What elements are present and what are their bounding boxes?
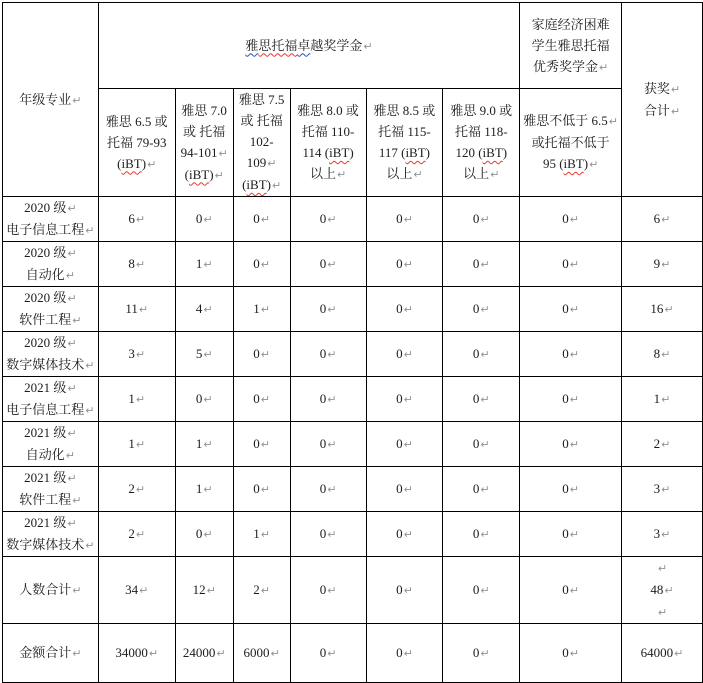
paragraph-mark: ↵: [203, 528, 213, 541]
paragraph-mark: ↵: [135, 258, 146, 271]
paragraph-mark: ↵: [139, 584, 149, 597]
value-cell: 0↵: [290, 242, 366, 287]
value-cell: 0↵: [366, 242, 443, 287]
paragraph-mark: ↵: [67, 517, 77, 530]
value-cell: 1↵: [175, 242, 233, 287]
paragraph-mark: ↵: [569, 483, 579, 496]
paragraph-mark: ↵: [403, 528, 413, 541]
paragraph-mark: ↵: [135, 393, 146, 406]
row-label-cell: 2020 级↵ 自动化↵: [3, 242, 99, 287]
tier-header-2: 雅思 7.0 或 托福 94-101↵ (iBT)↵: [175, 89, 233, 197]
value-cell: 0↵: [520, 467, 622, 512]
value-cell: 1↵: [233, 512, 290, 557]
paragraph-mark: ↵: [67, 427, 77, 440]
value-cell: 0↵: [520, 377, 622, 422]
paragraph-mark: ↵: [403, 438, 413, 451]
value-cell: 6↵: [98, 197, 175, 242]
paragraph-mark: ↵: [85, 359, 95, 372]
row-label-cell: 2021 级↵ 数字媒体技术↵: [3, 512, 99, 557]
paragraph-mark: ↵: [403, 584, 413, 597]
paragraph-mark: ↵: [661, 213, 671, 226]
paragraph-mark: ↵: [661, 438, 671, 451]
value-cell: 1↵: [98, 422, 175, 467]
ibt-token: iBT: [246, 177, 267, 192]
paragraph-mark: ↵: [403, 647, 413, 660]
paragraph-mark: ↵: [260, 258, 270, 271]
paragraph-mark: ↵: [67, 202, 77, 215]
paragraph-mark: ↵: [569, 393, 579, 406]
ibt-token: iBT: [121, 155, 142, 171]
value-cell: 0↵: [443, 557, 520, 624]
paragraph-mark: ↵: [147, 157, 157, 171]
paragraph-mark: ↵: [480, 213, 490, 226]
value-cell: 0↵: [290, 512, 366, 557]
row-total-cell: 64000↵: [622, 624, 703, 683]
paragraph-mark: ↵: [135, 528, 146, 541]
value-cell: 0↵: [443, 467, 520, 512]
paragraph-mark: ↵: [480, 348, 490, 361]
paragraph-mark: ↵: [336, 168, 347, 181]
paragraph-mark: ↵: [490, 168, 500, 181]
value-cell: 0↵: [520, 242, 622, 287]
excellence-title-segment: 越奖学金: [310, 37, 363, 53]
paragraph-mark: ↵: [480, 393, 490, 406]
header-row-1: [3, 3, 703, 89]
paragraph-mark: ↵: [67, 247, 77, 260]
row-label-cell: 2020 级↵ 数字媒体技术↵: [3, 332, 99, 377]
paragraph-mark: ↵: [135, 438, 146, 451]
value-cell: 4↵: [175, 287, 233, 332]
value-cell: 1↵: [175, 467, 233, 512]
value-cell: 0↵: [233, 377, 290, 422]
paragraph-mark: ↵: [327, 438, 337, 451]
ibt-token: iBT: [482, 145, 503, 160]
value-cell: 0↵: [290, 287, 366, 332]
tier-header-5: 雅思 8.5 或 托福 115- 117 (iBT) 以上↵: [366, 89, 443, 197]
paragraph-mark: ↵: [214, 168, 224, 182]
row-total-cell: 9↵: [622, 242, 703, 287]
paragraph-mark: ↵: [403, 483, 413, 496]
header-row-2: [3, 89, 703, 197]
paragraph-mark: ↵: [327, 647, 337, 660]
row-total-cell: 2↵: [622, 422, 703, 467]
paragraph-mark: ↵: [72, 494, 82, 507]
paragraph-mark: ↵: [480, 438, 490, 451]
value-cell: 0↵: [520, 422, 622, 467]
excellence-title-segment: 雅: [245, 37, 259, 53]
paragraph-mark: ↵: [661, 528, 671, 541]
paragraph-mark: ↵: [260, 438, 270, 451]
paragraph-mark: ↵: [327, 528, 337, 541]
value-cell: 0↵: [233, 242, 290, 287]
value-cell: 1↵: [175, 422, 233, 467]
paragraph-mark: ↵: [135, 213, 146, 226]
paragraph-mark: ↵: [403, 348, 413, 361]
paragraph-mark: ↵: [480, 528, 490, 541]
row-label-cell: 2020 级↵ 软件工程↵: [3, 287, 99, 332]
value-cell: 6000↵: [233, 624, 290, 683]
paragraph-mark: ↵: [260, 483, 270, 496]
award-total-header: 获奖↵ 合计↵: [622, 3, 703, 197]
paragraph-mark: ↵: [670, 104, 681, 118]
value-cell: 0↵: [290, 557, 366, 624]
value-cell: 0↵: [443, 242, 520, 287]
paragraph-mark: ↵: [403, 303, 413, 316]
value-cell: 0↵: [443, 422, 520, 467]
paragraph-mark: ↵: [480, 647, 490, 660]
paragraph-mark: ↵: [203, 483, 213, 496]
value-cell: 0↵: [520, 512, 622, 557]
paragraph-mark: ↵: [67, 382, 77, 395]
value-cell: 0↵: [290, 624, 366, 683]
paragraph-mark: ↵: [327, 584, 337, 597]
row-total-cell: 8↵: [622, 332, 703, 377]
paragraph-mark: ↵: [599, 60, 609, 74]
value-cell: 0↵: [443, 287, 520, 332]
paragraph-mark: ↵: [206, 584, 216, 597]
value-cell: 0↵: [366, 512, 443, 557]
paragraph-mark: ↵: [569, 528, 579, 541]
table-row-program-1: [3, 197, 703, 242]
value-cell: 0↵: [520, 287, 622, 332]
paragraph-mark: ↵: [480, 483, 490, 496]
paragraph-mark: ↵: [72, 314, 82, 327]
table-row-program-8: [3, 512, 703, 557]
ibt-token: iBT: [563, 156, 584, 171]
paragraph-mark: ↵: [260, 348, 270, 361]
value-cell: 0↵: [366, 197, 443, 242]
value-cell: 0↵: [290, 197, 366, 242]
paragraph-mark: ↵: [569, 584, 579, 597]
value-cell: 0↵: [520, 557, 622, 624]
row-total-cell: 3↵: [622, 512, 703, 557]
value-cell: 1↵: [98, 377, 175, 422]
paragraph-mark: ↵: [657, 562, 668, 575]
tier-header-3: 雅思 7.5 或 托福 102-109↵ (iBT)↵: [233, 89, 290, 197]
paragraph-mark: ↵: [138, 303, 149, 316]
value-cell: 0↵: [443, 377, 520, 422]
paragraph-mark: ↵: [657, 606, 668, 619]
value-cell: 12↵: [175, 557, 233, 624]
paragraph-mark: ↵: [85, 404, 95, 417]
row-label-cell: 2021 级↵ 软件工程↵: [3, 467, 99, 512]
tier-header-6: 雅思 9.0 或 托福 118- 120 (iBT) 以上↵: [443, 89, 520, 197]
paragraph-mark: ↵: [65, 449, 76, 462]
paragraph-mark: ↵: [569, 258, 579, 271]
value-cell: 0↵: [366, 467, 443, 512]
row-label-cell: 2021 级↵ 自动化↵: [3, 422, 99, 467]
paragraph-mark: ↵: [260, 303, 270, 316]
paragraph-mark: ↵: [327, 213, 337, 226]
row-label-cell: 2021 级↵ 电子信息工程↵: [3, 377, 99, 422]
paragraph-mark: ↵: [327, 483, 337, 496]
paragraph-mark: ↵: [403, 213, 413, 226]
paragraph-mark: ↵: [674, 647, 684, 660]
value-cell: 0↵: [366, 557, 443, 624]
paragraph-mark: ↵: [85, 224, 95, 237]
paragraph-mark: ↵: [267, 157, 277, 170]
paragraph-mark: ↵: [664, 584, 674, 597]
value-cell: 1↵: [233, 287, 290, 332]
paragraph-mark: ↵: [67, 337, 77, 350]
table-row-program-3: [3, 287, 703, 332]
value-cell: 0↵: [443, 624, 520, 683]
table-row-program-7: [3, 467, 703, 512]
table-row-program-4: [3, 332, 703, 377]
paragraph-mark: ↵: [85, 539, 95, 552]
value-cell: 24000↵: [175, 624, 233, 683]
value-cell: 0↵: [443, 197, 520, 242]
value-cell: 0↵: [520, 624, 622, 683]
paragraph-mark: ↵: [203, 348, 213, 361]
paragraph-mark: ↵: [363, 39, 373, 53]
value-cell: 0↵: [366, 624, 443, 683]
row-total-cell: 1↵: [622, 377, 703, 422]
row-total-cell: 6↵: [622, 197, 703, 242]
ibt-token: iBT: [329, 145, 350, 160]
paragraph-mark: ↵: [480, 258, 490, 271]
value-cell: 0↵: [290, 332, 366, 377]
paragraph-mark: ↵: [569, 303, 579, 316]
value-cell: 0↵: [520, 197, 622, 242]
paragraph-mark: ↵: [216, 647, 226, 660]
paragraph-mark: ↵: [569, 213, 579, 226]
value-cell: 0↵: [366, 287, 443, 332]
paragraph-mark: ↵: [480, 303, 490, 316]
value-cell: 2↵: [98, 512, 175, 557]
row-total-cell: 16↵: [622, 287, 703, 332]
row-label-cell: 金额合计↵: [3, 624, 99, 683]
value-cell: 0↵: [366, 332, 443, 377]
value-cell: 0↵: [175, 377, 233, 422]
value-cell: 0↵: [233, 197, 290, 242]
paragraph-mark: ↵: [260, 584, 270, 597]
value-cell: 0↵: [233, 422, 290, 467]
table-row-program-6: [3, 422, 703, 467]
hardship-criteria-header: 雅思不低于 6.5↵ 或托福不低于 95 (iBT)↵: [520, 89, 622, 197]
value-cell: 2↵: [233, 557, 290, 624]
excellence-title-segment: 卓: [297, 37, 311, 53]
paragraph-mark: ↵: [135, 348, 146, 361]
paragraph-mark: ↵: [260, 528, 270, 541]
paragraph-mark: ↵: [661, 258, 671, 271]
value-cell: 0↵: [366, 422, 443, 467]
row-label-cell: 人数合计↵: [3, 557, 99, 624]
paragraph-mark: ↵: [403, 393, 413, 406]
paragraph-mark: ↵: [608, 115, 618, 128]
paragraph-mark: ↵: [272, 179, 282, 192]
paragraph-mark: ↵: [65, 269, 76, 282]
table-row-amount-total: [3, 624, 703, 683]
paragraph-mark: ↵: [670, 82, 681, 96]
paragraph-mark: ↵: [413, 168, 423, 181]
value-cell: 0↵: [233, 467, 290, 512]
table-row-count-total: [3, 557, 703, 624]
paragraph-mark: ↵: [67, 472, 77, 485]
ibt-token: iBT: [405, 145, 426, 160]
paragraph-mark: ↵: [72, 647, 82, 660]
value-cell: 5↵: [175, 332, 233, 377]
value-cell: 0↵: [290, 377, 366, 422]
row-total-cell: ↵ 48↵ ↵: [622, 557, 703, 624]
corner-header-grade-major: 年级专业↵: [3, 3, 99, 197]
tier-header-4: 雅思 8.0 或 托福 110- 114 (iBT) 以上↵: [290, 89, 366, 197]
paragraph-mark: ↵: [661, 483, 671, 496]
paragraph-mark: ↵: [260, 393, 270, 406]
value-cell: 8↵: [98, 242, 175, 287]
value-cell: 34000↵: [98, 624, 175, 683]
paragraph-mark: ↵: [480, 584, 490, 597]
value-cell: 0↵: [233, 332, 290, 377]
paragraph-mark: ↵: [72, 584, 82, 597]
ibt-token: iBT: [188, 166, 210, 182]
paragraph-mark: ↵: [661, 348, 671, 361]
scholarship-table: [2, 2, 703, 683]
value-cell: 11↵: [98, 287, 175, 332]
value-cell: 0↵: [366, 377, 443, 422]
paragraph-mark: ↵: [135, 483, 146, 496]
value-cell: 34↵: [98, 557, 175, 624]
value-cell: 0↵: [520, 332, 622, 377]
paragraph-mark: ↵: [270, 647, 280, 660]
table-row-program-5: [3, 377, 703, 422]
value-cell: 0↵: [175, 197, 233, 242]
value-cell: 0↵: [290, 467, 366, 512]
paragraph-mark: ↵: [569, 348, 579, 361]
paragraph-mark: ↵: [661, 393, 671, 406]
paragraph-mark: ↵: [203, 258, 213, 271]
paragraph-mark: ↵: [218, 146, 228, 160]
paragraph-mark: ↵: [569, 438, 579, 451]
value-cell: 2↵: [98, 467, 175, 512]
paragraph-mark: ↵: [327, 258, 337, 271]
row-total-cell: 3↵: [622, 467, 703, 512]
paragraph-mark: ↵: [203, 438, 213, 451]
value-cell: 0↵: [443, 512, 520, 557]
paragraph-mark: ↵: [327, 303, 337, 316]
row-label-cell: 2020 级↵ 电子信息工程↵: [3, 197, 99, 242]
paragraph-mark: ↵: [72, 93, 82, 107]
paragraph-mark: ↵: [148, 647, 159, 660]
excellence-scholarship-header: [98, 3, 519, 89]
paragraph-mark: ↵: [664, 303, 674, 316]
paragraph-mark: ↵: [203, 303, 213, 316]
paragraph-mark: ↵: [327, 393, 337, 406]
paragraph-mark: ↵: [260, 213, 270, 226]
paragraph-mark: ↵: [569, 647, 579, 660]
paragraph-mark: ↵: [327, 348, 337, 361]
paragraph-mark: ↵: [203, 213, 213, 226]
paragraph-mark: ↵: [67, 292, 77, 305]
value-cell: 0↵: [443, 332, 520, 377]
value-cell: 3↵: [98, 332, 175, 377]
tier-header-1: 雅思 6.5 或 托福 79-93 (iBT)↵: [98, 89, 175, 197]
value-cell: 0↵: [175, 512, 233, 557]
table-row-program-2: [3, 242, 703, 287]
paragraph-mark: ↵: [203, 393, 213, 406]
excellence-title-segment: 思托福: [258, 37, 298, 53]
paragraph-mark: ↵: [589, 158, 599, 171]
value-cell: 0↵: [290, 422, 366, 467]
paragraph-mark: ↵: [403, 258, 413, 271]
hardship-scholarship-header: 家庭经济困难 学生雅思托福 优秀奖学金↵: [520, 3, 622, 89]
